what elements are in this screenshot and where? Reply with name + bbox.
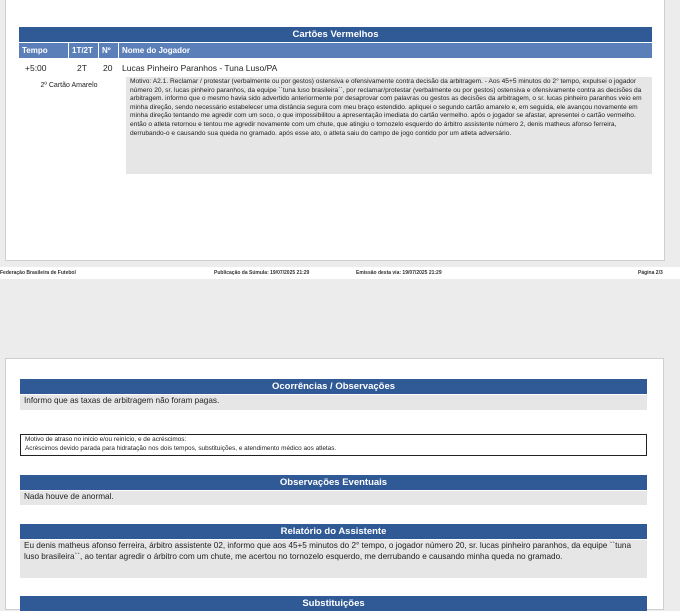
document-page-2: [5, 0, 665, 261]
page-footer: [0, 267, 680, 279]
occurrences-text: Informo que as taxas de arbitragem não foram pagas.: [20, 395, 647, 410]
eventual-observations-text: Nada houve de anormal.: [20, 491, 647, 505]
delay-text: Acréscimos devido parada para hidratação nos dois tempos, substituições, e atendimento médico aos atletas.: [25, 444, 337, 452]
header-half: 1T/2T: [69, 43, 99, 58]
red-cards-title: Cartões Vermelhos: [19, 27, 652, 42]
occurrences-title: Ocorrências / Observações: [20, 379, 647, 394]
footer-organization: Federação Brasileira de Futebol: [0, 270, 76, 276]
red-card-row: [19, 61, 652, 75]
card-player-name: Lucas Pinheiro Paranhos - Tuna Luso/PA: [122, 63, 278, 73]
footer-page-number: Página 2/3: [638, 270, 663, 276]
header-number: Nº: [99, 43, 119, 58]
assistant-report-text: Eu denis matheus afonso ferreira, árbitro assistente 02, informo que aos 45+5 minutos do 2° tempo, o jogador número 20, sr. lucas pinheiro paranhos, da equipe ``tuna luso brasileira``, ao tentar agredir o árbitro com um chute, me acertou no tornozelo esquerdo, me derrubando e causando minha queda no gramado.: [20, 540, 647, 578]
delay-label: Motivo de atraso no início e/ou reinício, e de acréscimos:: [25, 436, 187, 443]
header-player-name: Nome do Jogador: [122, 46, 191, 55]
card-half: 2T: [77, 63, 87, 73]
footer-emission-date: Emissão desta via: 19/07/2025 21:29: [356, 270, 442, 276]
red-cards-header-row: [19, 43, 652, 58]
card-type-label: 2º Cartão Amarelo: [40, 82, 98, 89]
card-time: +5:00: [25, 63, 47, 73]
footer-publication-date: Publicação da Súmula: 19/07/2025 21:29: [214, 270, 310, 276]
card-motive-text: Motivo: A2.1. Reclamar / protestar (verbalmente ou por gestos) ostensiva e ofensivamente contra decisão da arbitragem. - Aos 45+5 minutos do 2° tempo, expulsei o jogador número 20, sr. lucas pinheiro paranhos, da equipe ``tuna luso brasileira``, por reclamar/protestar (verbalmente ou por gestos) ostensiva e ofensivamente contra as decisões da arbitragem. informo que o mesmo havia sido advertido anteriormente por desaprovar com palavras ou gestos as decisões da arbitragem, o sr. lucas pinheiro paranhos veio em minha direção, sendo necessário estabelecer uma distância segura com meu braço estendido. apliquei o segundo cartão amarelo e, em seguida, ele avançou novamente em minha direção tentando me agredir com um soco, o que impossibilitou a apresentação imediata do cartão vermelho. após o jogador se afastar, apresentei o cartão vermelho. então o atleta retornou e tentou me agredir novamente com um chute, que atingiu o tornozelo esquerdo do árbitro assistente número 2, denis matheus afonso ferreira, derrubando-o e causando sua queda no gramado. após esse ato, o atleta saiu do campo de jogo contido por um atleta adversário.: [126, 77, 652, 174]
delay-box: [20, 434, 647, 456]
card-player-number: 20: [103, 63, 113, 73]
assistant-report-title: Relatório do Assistente: [20, 524, 647, 539]
header-tempo: Tempo: [19, 43, 69, 58]
eventual-observations-title: Observações Eventuais: [20, 475, 647, 490]
document-page-3: [5, 358, 664, 610]
substitutions-title: Substituições: [20, 596, 647, 611]
